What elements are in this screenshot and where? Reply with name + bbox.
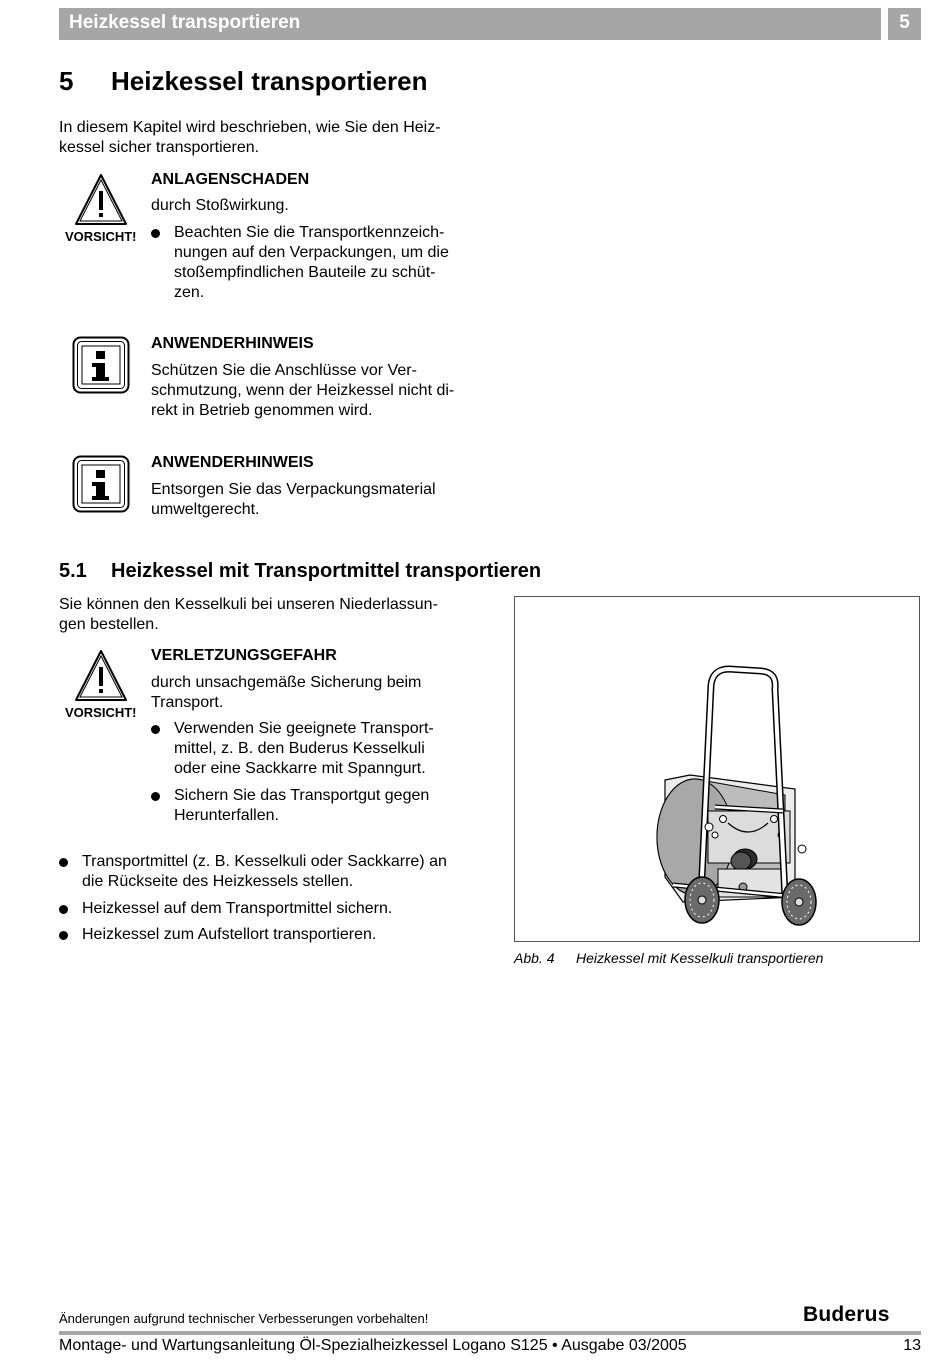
section-intro-line: gen bestellen. [59, 616, 159, 633]
notice-title: ANLAGENSCHADEN [151, 171, 310, 188]
boiler-trolley-illustration [515, 597, 919, 941]
bullet-dot-icon [59, 858, 68, 867]
step-line: Transportmittel (z. B. Kesselkuli oder Sackkarre) an [82, 853, 447, 870]
page-number: 13 [903, 1337, 921, 1354]
bullet-dot-icon [59, 905, 68, 914]
notice-text-line: rekt in Betrieb genommen wird. [151, 402, 373, 419]
step-item [59, 899, 479, 921]
step-line: die Rückseite des Heizkessels stellen. [82, 873, 354, 890]
bullet-dot-icon [151, 229, 160, 238]
warning-triangle-icon [73, 172, 129, 228]
caution-label: VORSICHT! [65, 229, 137, 244]
notice-bullet [151, 719, 481, 781]
section-intro-line: Sie können den Kesselkuli bei unseren Niederlassun- [59, 596, 438, 613]
figure-caption [514, 950, 823, 966]
bullet-line: nungen auf den Verpackungen, um die [174, 244, 449, 261]
chapter-heading [59, 66, 427, 97]
chapter-intro-line: In diesem Kapitel wird beschrieben, wie Sie den Heiz- [59, 119, 441, 136]
notice-text [151, 361, 454, 421]
figure-number: Abb. 4 [514, 950, 555, 966]
bullet-dot-icon [59, 931, 68, 940]
notice-text-line: Entsorgen Sie das Verpackungsmaterial [151, 481, 436, 498]
info-icon [72, 455, 130, 513]
bullet-dot-icon [151, 792, 160, 801]
step-item [59, 852, 479, 894]
info-icon [72, 336, 130, 394]
bullet-line: oder eine Sackkarre mit Spanngurt. [174, 760, 426, 777]
notice-bullet [151, 223, 481, 305]
notice-subtitle: durch Stoßwirkung. [151, 197, 289, 214]
notice-title: ANWENDERHINWEIS [151, 454, 314, 471]
step-item [59, 925, 479, 947]
bullet-dot-icon [151, 725, 160, 734]
section-heading [59, 560, 541, 583]
chapter-intro-line: kessel sicher transportieren. [59, 139, 260, 156]
header-chapter-number: 5 [899, 12, 910, 33]
header-title: Heizkessel transportieren [69, 12, 301, 33]
notice-title: ANWENDERHINWEIS [151, 335, 314, 352]
bullet-line: Verwenden Sie geeignete Transport- [174, 720, 434, 737]
bullet-line: Beachten Sie die Transportkennzeich- [174, 224, 445, 241]
warning-triangle-icon [73, 648, 129, 704]
bullet-line: mittel, z. B. den Buderus Kesselkuli [174, 740, 425, 757]
chapter-title: Heizkessel transportieren [111, 66, 428, 96]
section-title: Heizkessel mit Transportmittel transportieren [111, 560, 542, 582]
footer-rule [59, 1331, 921, 1335]
bullet-line: Herunterfallen. [174, 807, 279, 824]
bullet-line: zen. [174, 284, 205, 301]
notice-text [151, 480, 436, 520]
caution-label: VORSICHT! [65, 705, 137, 720]
footer-document-title: Montage- und Wartungsanleitung Öl-Spezialheizkessel Logano S125 • Ausgabe 03/2005 [59, 1337, 687, 1354]
section-intro [59, 595, 438, 635]
notice-subtitle [151, 673, 421, 713]
footer-note: Änderungen aufgrund technischer Verbesserungen vorbehalten! [59, 1311, 429, 1326]
notice-text-line: umweltgerecht. [151, 501, 260, 518]
section-number: 5.1 [59, 560, 87, 582]
step-line: Heizkessel auf dem Transportmittel sichern. [82, 900, 393, 917]
buderus-logo: Buderus [803, 1303, 890, 1326]
chapter-intro [59, 118, 441, 158]
notice-subtitle-line: durch unsachgemäße Sicherung beim [151, 674, 422, 691]
bullet-line: Sichern Sie das Transportgut gegen [174, 787, 430, 804]
bullet-line: stoßempfindlichen Bauteile zu schüt- [174, 264, 436, 281]
figure-caption-text: Heizkessel mit Kesselkuli transportieren [576, 950, 824, 966]
chapter-number: 5 [59, 66, 74, 96]
notice-text-line: schmutzung, wenn der Heizkessel nicht di- [151, 382, 455, 399]
notice-text-line: Schützen Sie die Anschlüsse vor Ver- [151, 362, 417, 379]
notice-subtitle-line: Transport. [151, 694, 224, 711]
step-line: Heizkessel zum Aufstellort transportieren. [82, 926, 377, 943]
notice-title: VERLETZUNGSGEFAHR [151, 647, 337, 664]
notice-bullet [151, 786, 481, 828]
